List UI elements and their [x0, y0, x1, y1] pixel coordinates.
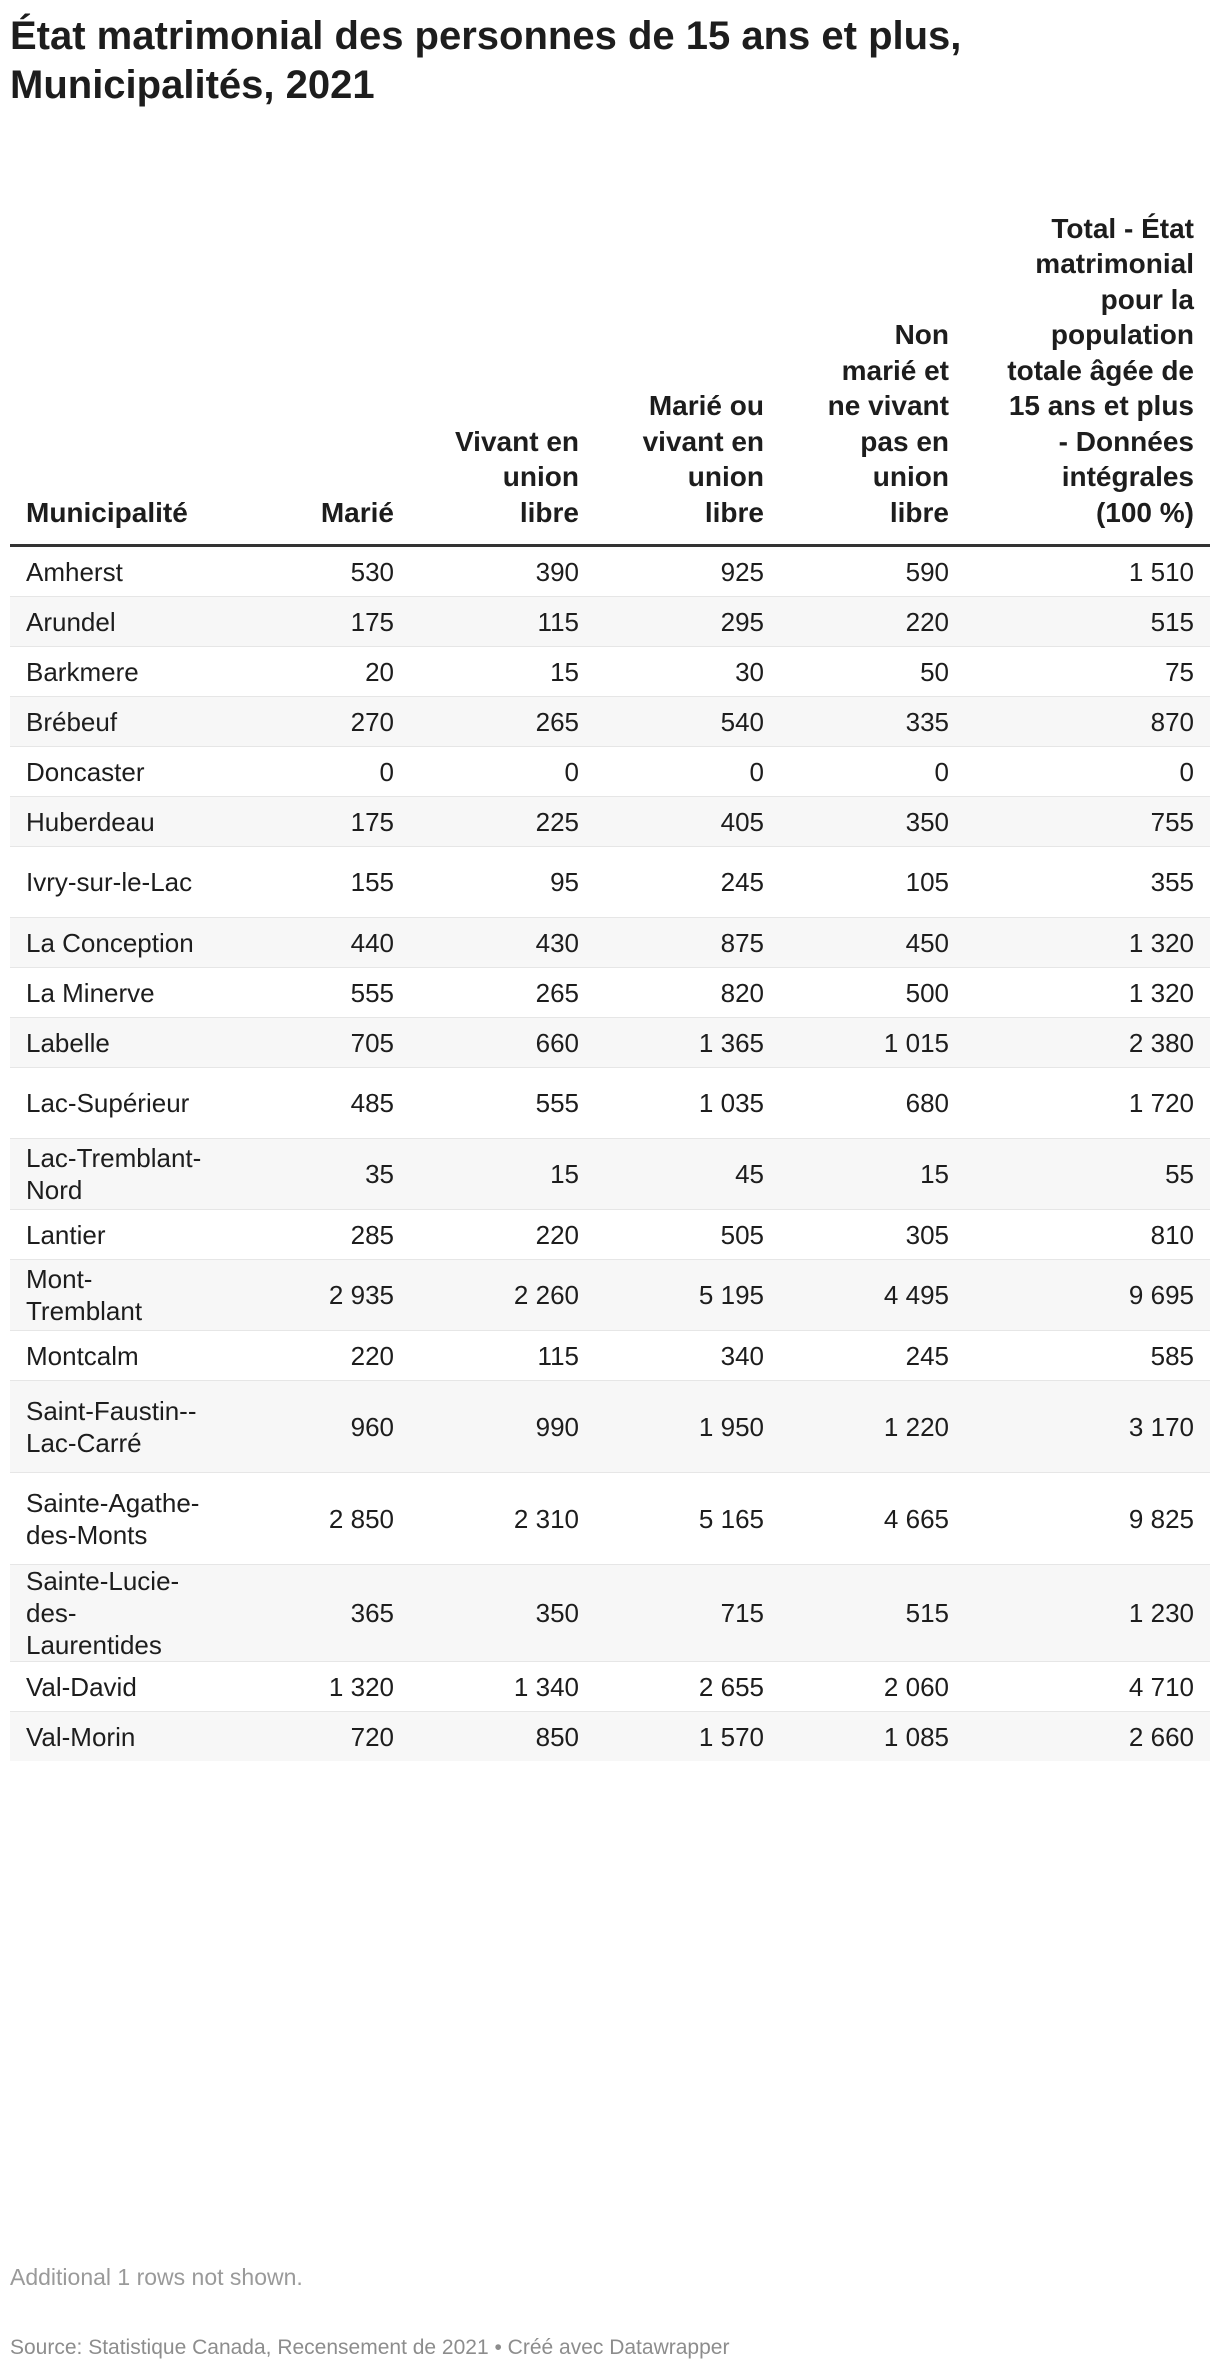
cell-municipalite	[10, 1068, 225, 1139]
cell-non-marie: 590	[905, 556, 949, 587]
table-row	[10, 847, 1210, 918]
cell-non-marie: 0	[934, 756, 949, 787]
cell-total: 755	[965, 797, 1210, 847]
cell-marie-ou-union: 45	[595, 1139, 780, 1210]
municipality-name: Mont-Tremblant	[26, 1264, 143, 1326]
cell-municipalite	[10, 1139, 225, 1210]
cell-non-marie: 305	[905, 1219, 949, 1250]
cell-marie-ou-union: 5 195	[595, 1260, 780, 1331]
table-row	[10, 1139, 1210, 1210]
table-row	[10, 1210, 1210, 1260]
cell-marie: 485	[350, 1088, 394, 1118]
municipality-name: Val-Morin	[26, 1721, 136, 1752]
cell-non-marie: 105	[905, 867, 949, 897]
cell-marie-ou-union: 505	[720, 1219, 764, 1250]
cell-union-libre: 265	[410, 697, 595, 747]
cell-non-marie: 220	[780, 597, 965, 647]
municipality-name: Ivry-sur-le-Lac	[26, 867, 193, 897]
table-row	[10, 968, 1210, 1018]
cell-marie-ou-union: 30	[735, 656, 764, 687]
cell-non-marie: 350	[780, 797, 965, 847]
cell-total: 2 660	[965, 1712, 1210, 1762]
cell-municipalite	[10, 918, 225, 968]
cell-total: 0	[1179, 756, 1194, 787]
table-row	[10, 1565, 1210, 1662]
cell-marie-ou-union: 540	[595, 697, 780, 747]
municipality-name: Val-David	[26, 1671, 137, 1702]
col-header-total[interactable]: Total - État matrimonial pour la population totale âgée de 15 ans et plus - Données intégrales (100 %)	[965, 164, 1210, 546]
cell-municipalite	[10, 1018, 225, 1068]
cell-non-marie: 1 220	[780, 1381, 965, 1473]
cell-marie-ou-union: 340	[720, 1340, 764, 1371]
cell-non-marie: 4 495	[780, 1260, 965, 1331]
cell-marie-ou-union: 1 950	[595, 1381, 780, 1473]
cell-non-marie: 1 015	[780, 1018, 965, 1068]
cell-municipalite	[10, 1712, 225, 1762]
cell-non-marie: 4 665	[883, 1503, 949, 1534]
cell-total: 1 510	[1128, 556, 1194, 587]
cell-marie: 530	[350, 556, 394, 587]
cell-non-marie: 450	[780, 918, 965, 968]
cell-marie-ou-union: 820	[720, 977, 764, 1008]
cell-non-marie: 15	[780, 1139, 965, 1210]
municipality-name: Sainte-Agathe-des-Monts	[26, 1487, 200, 1550]
cell-total: 1 320	[965, 918, 1210, 968]
cell-non-marie: 500	[905, 977, 949, 1008]
cell-municipalite	[10, 697, 225, 747]
municipality-name: Barkmere	[26, 656, 139, 687]
cell-union-libre: 15	[410, 1139, 595, 1210]
cell-total: 1 230	[965, 1565, 1210, 1662]
cell-union-libre: 390	[535, 556, 579, 587]
cell-marie-ou-union: 0	[749, 756, 764, 787]
cell-union-libre: 660	[410, 1018, 595, 1068]
cell-marie-ou-union: 5 165	[698, 1503, 764, 1534]
cell-municipalite	[10, 546, 225, 597]
rows-not-shown-note: Additional 1 rows not shown.	[10, 2264, 303, 2290]
cell-municipalite	[10, 968, 225, 1018]
col-header-non-marie[interactable]: Non marié et ne vivant pas en union libre	[780, 164, 965, 546]
cell-marie: 175	[225, 797, 410, 847]
col-header-marie-ou-union[interactable]: Marié ou vivant en union libre	[595, 164, 780, 546]
table-row	[10, 1381, 1210, 1473]
cell-union-libre: 990	[410, 1381, 595, 1473]
cell-union-libre: 350	[410, 1565, 595, 1662]
municipality-name: Brébeuf	[26, 706, 118, 737]
cell-union-libre: 850	[410, 1712, 595, 1762]
cell-municipalite	[10, 597, 225, 647]
cell-total: 9 695	[965, 1260, 1210, 1331]
cell-total: 3 170	[965, 1381, 1210, 1473]
cell-marie: 2 935	[225, 1260, 410, 1331]
cell-municipalite	[10, 1331, 225, 1381]
cell-union-libre: 0	[564, 756, 579, 787]
cell-marie-ou-union: 405	[595, 797, 780, 847]
cell-marie-ou-union: 245	[720, 867, 764, 897]
cell-non-marie: 1 085	[780, 1712, 965, 1762]
table-row	[10, 1260, 1210, 1331]
table-row	[10, 1473, 1210, 1565]
cell-union-libre: 95	[550, 867, 579, 897]
municipality-name: Montcalm	[26, 1340, 139, 1371]
cell-union-libre: 225	[410, 797, 595, 847]
cell-municipalite	[10, 747, 225, 797]
municipality-name: Doncaster	[26, 756, 145, 787]
cell-marie: 20	[365, 656, 394, 687]
cell-marie-ou-union: 295	[595, 597, 780, 647]
cell-municipalite	[10, 847, 225, 918]
municipality-name: Huberdeau	[26, 806, 155, 837]
cell-marie-ou-union: 1 365	[595, 1018, 780, 1068]
cell-union-libre: 115	[537, 1340, 579, 1371]
col-header-municipalite[interactable]: Municipalité	[10, 164, 225, 546]
cell-municipalite	[10, 1565, 225, 1662]
source-credit: Source: Statistique Canada, Recensement de 2021 • Créé avec Datawrapper	[10, 2336, 730, 2359]
cell-marie-ou-union: 1 570	[595, 1712, 780, 1762]
cell-non-marie: 515	[780, 1565, 965, 1662]
cell-non-marie: 335	[780, 697, 965, 747]
table-row	[10, 546, 1210, 597]
table-row	[10, 597, 1210, 647]
cell-municipalite	[10, 797, 225, 847]
municipality-name: Sainte-Lucie-des-Laurentides	[26, 1566, 180, 1660]
cell-union-libre: 115	[410, 597, 595, 647]
cell-marie: 175	[225, 597, 410, 647]
table-row	[10, 647, 1210, 697]
table-row	[10, 1331, 1210, 1381]
table-row	[10, 1068, 1210, 1139]
table-body	[10, 546, 1210, 1762]
cell-total: 870	[965, 697, 1210, 747]
municipality-name: Labelle	[26, 1027, 110, 1058]
cell-total: 515	[965, 597, 1210, 647]
header-row	[10, 164, 1210, 546]
table-row	[10, 918, 1210, 968]
table-row	[10, 697, 1210, 747]
cell-marie: 270	[225, 697, 410, 747]
cell-marie: 1 320	[328, 1671, 394, 1702]
cell-union-libre: 220	[535, 1219, 579, 1250]
data-table	[10, 164, 1210, 1761]
table-row	[10, 747, 1210, 797]
col-header-marie[interactable]: Marié	[225, 164, 410, 546]
col-header-union-libre[interactable]: Vivant en union libre	[410, 164, 595, 546]
municipality-name: Amherst	[26, 556, 123, 587]
cell-union-libre: 2 310	[513, 1503, 579, 1534]
cell-total: 75	[1165, 656, 1194, 687]
cell-marie: 0	[379, 756, 394, 787]
cell-marie-ou-union: 715	[595, 1565, 780, 1662]
cell-marie: 555	[350, 977, 394, 1008]
cell-total: 1 320	[1128, 977, 1194, 1008]
cell-marie-ou-union: 925	[720, 556, 764, 587]
cell-marie: 220	[350, 1340, 394, 1371]
cell-municipalite	[10, 1381, 225, 1473]
cell-union-libre: 430	[410, 918, 595, 968]
chart-title: État matrimonial des personnes de 15 ans et plus, Municipalités, 2021	[10, 14, 962, 107]
cell-marie-ou-union: 1 035	[698, 1088, 764, 1118]
municipality-name: Lantier	[26, 1219, 106, 1250]
cell-non-marie: 2 060	[883, 1671, 949, 1702]
cell-union-libre: 265	[535, 977, 579, 1008]
cell-marie: 155	[350, 867, 394, 897]
cell-total: 2 380	[965, 1018, 1210, 1068]
cell-total: 1 720	[1128, 1088, 1194, 1118]
cell-municipalite	[10, 1662, 225, 1712]
cell-marie: 960	[225, 1381, 410, 1473]
cell-union-libre: 1 340	[513, 1671, 579, 1702]
cell-marie: 285	[350, 1219, 394, 1250]
cell-total: 9 825	[1128, 1503, 1194, 1534]
cell-marie: 705	[225, 1018, 410, 1068]
municipality-name: Saint-Faustin--Lac-Carré	[26, 1395, 197, 1458]
cell-marie-ou-union: 2 655	[698, 1671, 764, 1702]
cell-union-libre: 15	[550, 656, 579, 687]
cell-marie-ou-union: 875	[595, 918, 780, 968]
cell-municipalite	[10, 1210, 225, 1260]
cell-marie: 440	[225, 918, 410, 968]
cell-municipalite	[10, 1473, 225, 1565]
cell-total: 4 710	[1128, 1671, 1194, 1702]
table-row	[10, 1712, 1210, 1762]
cell-non-marie: 50	[920, 656, 949, 687]
cell-marie: 365	[225, 1565, 410, 1662]
table-row	[10, 1662, 1210, 1712]
cell-marie: 720	[225, 1712, 410, 1762]
cell-marie: 35	[225, 1139, 410, 1210]
cell-municipalite	[10, 1260, 225, 1331]
municipality-name: Lac-Tremblant-Nord	[26, 1143, 202, 1205]
cell-total: 585	[1150, 1340, 1194, 1371]
cell-union-libre: 555	[535, 1088, 579, 1118]
municipality-name: Arundel	[26, 606, 116, 637]
cell-non-marie: 680	[905, 1088, 949, 1118]
table-row	[10, 1018, 1210, 1068]
cell-non-marie: 245	[905, 1340, 949, 1371]
municipality-name: Lac-Supérieur	[26, 1088, 190, 1118]
cell-marie: 2 850	[328, 1503, 394, 1534]
cell-total: 55	[965, 1139, 1210, 1210]
municipality-name: La Minerve	[26, 977, 155, 1008]
cell-total: 810	[1150, 1219, 1194, 1250]
municipality-name: La Conception	[26, 927, 194, 958]
cell-municipalite	[10, 647, 225, 697]
cell-total: 355	[1150, 867, 1194, 897]
table-row	[10, 797, 1210, 847]
cell-union-libre: 2 260	[410, 1260, 595, 1331]
